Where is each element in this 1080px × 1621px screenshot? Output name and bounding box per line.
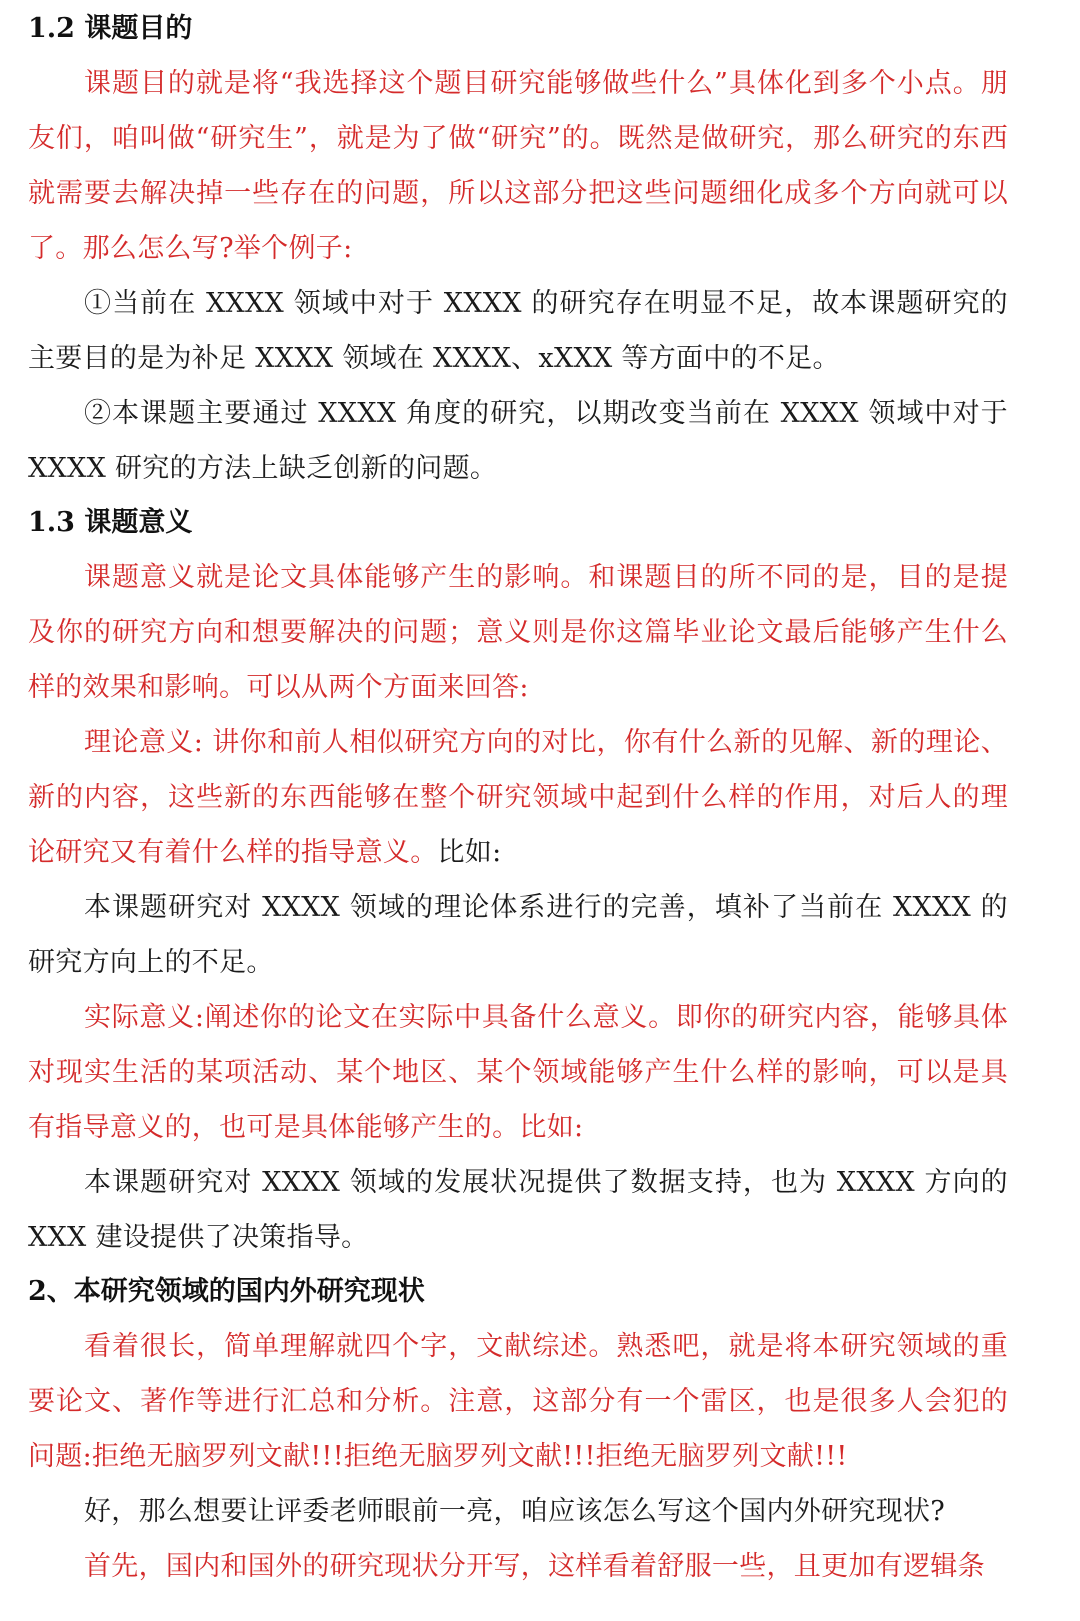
paragraph-literature-review-first: 首先，国内和国外的研究现状分开写，这样看着舒服一些，且更加有逻辑条 [84, 1551, 985, 1582]
section-heading-2: 2、本研究领域的国内外研究现状 [28, 1276, 425, 1307]
theoretical-significance-text: 理论意义: 讲你和前人相似研究方向的对比，你有什么新的见解、新的理论、新的内容，这些新的东西能够在整个研究领域中起到什么样的作用，对后人的理论研究又有着什么样的指导意义。 [28, 727, 1008, 868]
section-heading-1-3: 1.3 课题意义 [28, 507, 193, 538]
theoretical-significance-tail: 比如: [437, 837, 502, 868]
paragraph-practical-significance: 实际意义:阐述你的论文在实际中具备什么意义。即你的研究内容，能够具体对现实生活的某项活动、某个地区、某个领域能够产生什么样的影响，可以是具有指导意义的，也可是具体能够产生的。比如: [28, 1002, 1008, 1143]
paragraph-theoretical-significance [28, 715, 1008, 880]
paragraph-purpose-example-2: ②本课题主要通过 XXXX 角度的研究，以期改变当前在 XXXX 领域中对于 XXXX 研究的方法上缺乏创新的问题。 [28, 398, 1008, 484]
paragraph-theoretical-example: 本课题研究对 XXXX 领域的理论体系进行的完善，填补了当前在 XXXX 的研究方向上的不足。 [28, 892, 1008, 978]
paragraph-purpose-example-1: ①当前在 XXXX 领域中对于 XXXX 的研究存在明显不足，故本课题研究的主要目的是为补足 XXXX 领域在 XXXX、xXXX 等方面中的不足。 [28, 288, 1008, 374]
paragraph-significance-intro: 课题意义就是论文具体能够产生的影响。和课题目的所不同的是，目的是提及你的研究方向和想要解决的问题；意义则是你这篇毕业论文最后能够产生什么样的效果和影响。可以从两个方面来回答: [28, 562, 1008, 703]
paragraph-literature-review-question: 好，那么想要让评委老师眼前一亮，咱应该怎么写这个国内外研究现状? [84, 1496, 946, 1527]
paragraph-purpose-intro: 课题目的就是将“我选择这个题目研究能够做些什么”具体化到多个小点。朋友们，咱叫做“研究生”，就是为了做“研究”的。既然是做研究，那么研究的东西就需要去解决掉一些存在的问题，所以这部分把这些问题细化成多个方向就可以了。那么怎么写?举个例子: [28, 68, 1008, 264]
section-heading-1-2: 1.2 课题目的 [28, 13, 193, 44]
document-page [0, 2, 1080, 1621]
paragraph-literature-review-intro: 看着很长，简单理解就四个字，文献综述。熟悉吧，就是将本研究领域的重要论文、著作等进行汇总和分析。注意，这部分有一个雷区，也是很多人会犯的问题:拒绝无脑罗列文献!!!拒绝无脑罗列文献!!!拒绝无脑罗列文献!!! [28, 1331, 1008, 1472]
paragraph-practical-example: 本课题研究对 XXXX 领域的发展状况提供了数据支持，也为 XXXX 方向的 XXX 建设提供了决策指导。 [28, 1167, 1008, 1253]
